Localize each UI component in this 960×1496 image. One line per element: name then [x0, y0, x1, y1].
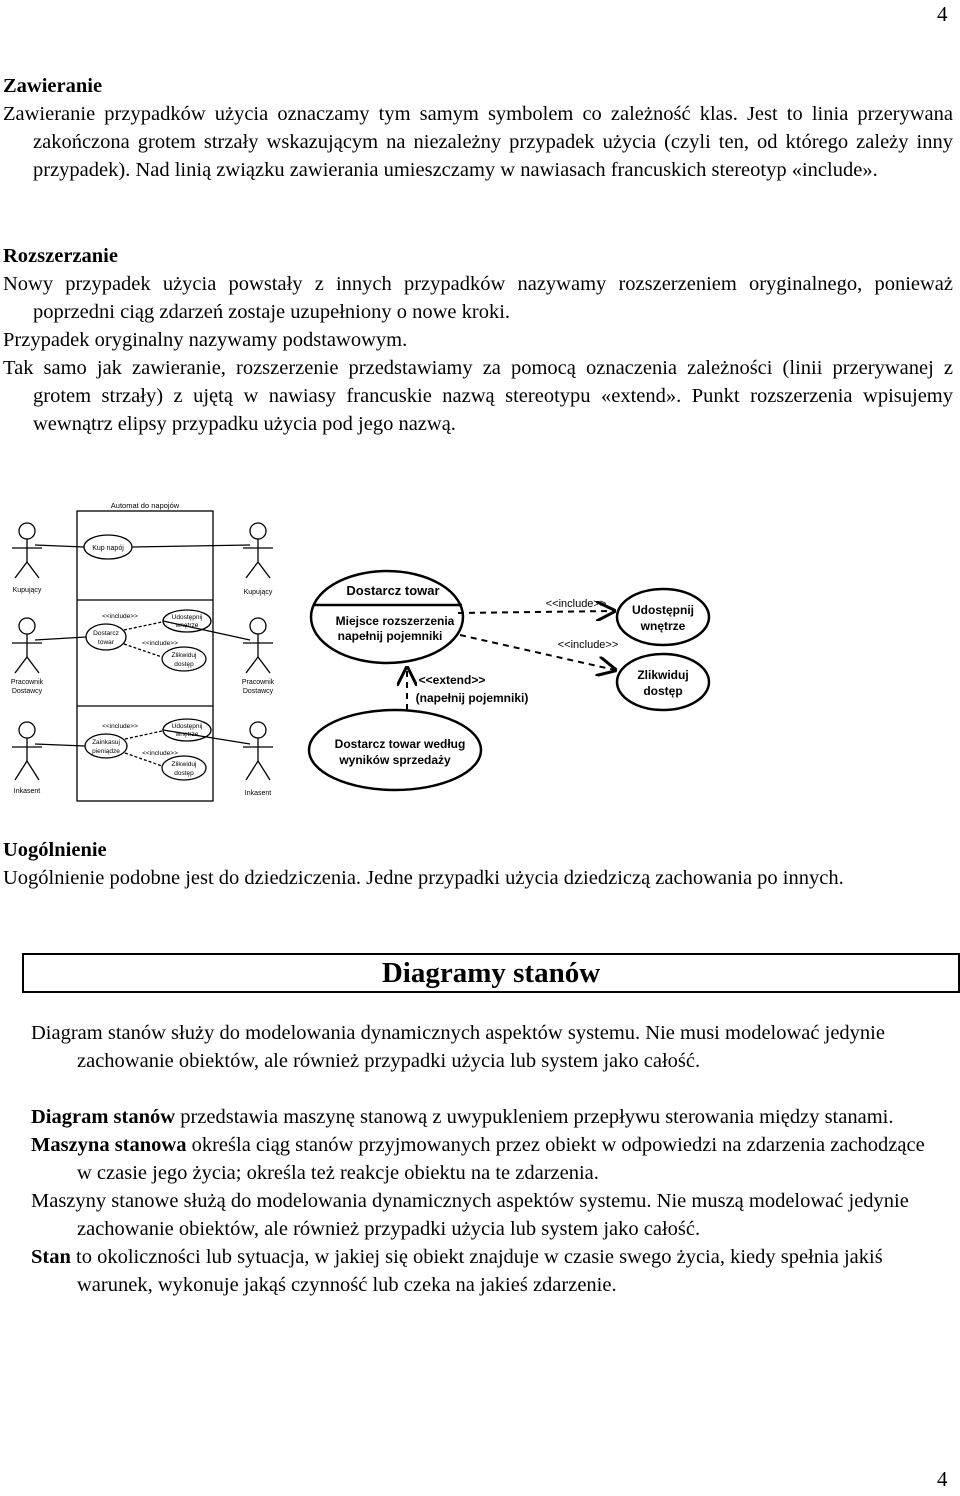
zlikwiduj-l1: Zlikwiduj: [637, 668, 689, 682]
chapter-title-box: [22, 953, 960, 993]
uc-zlikwiduj-1-l1: Zlikwiduj: [171, 652, 197, 659]
actor-label-4: Pracownik: [241, 679, 275, 686]
actor-inkasent-right: [243, 722, 273, 780]
udostepnij-l1: Udostępnij: [632, 603, 694, 617]
include-label-3: <<include>>: [102, 723, 138, 730]
ext-uc-l2: wyników sprzedaży: [339, 753, 451, 767]
paragraph-diagramy-1: Diagram stanów służy do modelowania dynamicznych aspektów systemu. Nie musi modelować jedynie zachowanie obiektów, ale również przypadki użycia lub system jako całość.: [31, 1022, 885, 1072]
uc-zlikwiduj-2-l1: Zlikwiduj: [171, 761, 197, 768]
uc-zlikwiduj-1-l2: dostęp: [174, 661, 194, 668]
paragraph-zawieranie: Zawieranie przypadków użycia oznaczamy tym samym symbolem co zależność klas. Jest to linia przerywana zakończona grotem strzały wskazującym na niezależny przypadek użycia (czyli ten, od którego zależy inny przypadek). Nad linią związku zawierania umieszczamy w nawiasach francuskich stereotyp «include».: [3, 103, 953, 181]
actor-pracownik-right: [243, 618, 273, 673]
uc-zainkasuj-l2: pieniądze: [92, 748, 120, 755]
term-maszyna-stanowa: Maszyna stanowa: [31, 1134, 187, 1156]
uc-dostarcz-l1: Dostarcz: [93, 630, 119, 637]
heading-rozszerzanie: Rozszerzanie: [3, 245, 118, 267]
include-label-top: <<include>>: [545, 598, 607, 610]
extend-label: <<extend>>: [418, 673, 486, 687]
paragraph-diagramy-5-text: to okoliczności lub sytuacja, w jakiej się obiekt znajduje w czasie swego życia, kiedy spełnia jakiś warunek, wykonuje jakąś czynność lub czeka na jakieś zdarzenie.: [70, 1246, 883, 1296]
include-label-4: <<include>>: [142, 750, 178, 757]
chapter-title: Diagramy stanów: [381, 956, 601, 989]
uc-kup-napoj-label: Kup napój: [92, 545, 124, 552]
paragraph-rozszerzanie-1: Nowy przypadek użycia powstały z innych przypadków nazywamy rozszerzeniem oryginalnego, ponieważ poprzedni ciąg zdarzeń zostaje uzupełniony o nowe kroki.: [3, 273, 953, 323]
base-uc-name: Dostarcz towar: [346, 583, 440, 598]
uc-udostepnij-2-l2: wnętrze: [175, 731, 199, 738]
heading-uogolnienie: Uogólnienie: [3, 839, 107, 861]
section-diagramy: [31, 1019, 936, 1299]
use-case-diagram-vending: [0, 500, 290, 810]
include-label-bottom: <<include>>: [557, 639, 619, 651]
system-title: Automat do napojów: [110, 501, 180, 510]
paragraph-diagramy-2-text: przedstawia maszynę stanową z uwypukleniem przepływu sterowania między stanami.: [175, 1106, 894, 1128]
udostepnij-l2: wnętrze: [640, 619, 686, 633]
paragraph-diagramy-4: Maszyny stanowe służą do modelowania dynamicznych aspektów systemu. Nie muszą modelować jedynie zachowanie obiektów, ale również przypadki użycia lub system jako całość.: [31, 1190, 909, 1240]
paragraph-rozszerzanie-2: Przypadek oryginalny nazywamy podstawowym.: [3, 329, 408, 351]
zlikwiduj-l2: dostęp: [643, 684, 683, 698]
section-rozszerzanie: [3, 242, 953, 438]
uc-zainkasuj-l1: Zainkasuj: [92, 739, 120, 746]
uc-dostarcz-towar: [86, 624, 126, 650]
actor-label-6: Inkasent: [244, 790, 272, 797]
section-zawieranie: [3, 72, 953, 184]
paragraph-diagramy-5: [31, 1243, 936, 1299]
include-label-1: <<include>>: [102, 613, 138, 620]
actor-label-2: Kupujący: [243, 589, 273, 596]
actor-label-3b: Dostawcy: [11, 688, 43, 695]
paragraph-diagramy-3: [31, 1131, 936, 1187]
uc-udostepnij-2-l1: Udostępnij: [171, 723, 203, 730]
term-stan: Stan: [31, 1246, 71, 1268]
uc-zlikwiduj-dostep: [617, 654, 709, 710]
extension-point-l2: napełnij pojemniki: [337, 629, 443, 643]
actor-label-3: Pracownik: [10, 679, 44, 686]
uc-udostepnij-1-l2: wnętrze: [175, 622, 199, 629]
actor-pracownik-left: [12, 618, 42, 673]
term-diagram-stanow: Diagram stanów: [31, 1106, 176, 1128]
heading-zawieranie: Zawieranie: [3, 75, 103, 97]
actor-kupujacy-left: [12, 523, 42, 578]
actor-label-1: Kupujący: [12, 587, 42, 594]
page-number-bottom: 4: [937, 1467, 948, 1491]
paragraph-rozszerzanie-3: Tak samo jak zawieranie, rozszerzenie przedstawiamy za pomocą oznaczenia zależności (linii przerywanej z grotem strzały) z ujętą w nawiasy francuskie nazwą stereotypu «extend». Punkt rozszerzenia wpisujemy wewnątrz elipsy przypadku użycia pod jego nazwą.: [3, 357, 953, 435]
actor-label-4b: Dostawcy: [242, 688, 274, 695]
page-number-top: 4: [937, 2, 948, 26]
paragraph-uogolnienie: Uogólnienie podobne jest do dziedziczenia. Jedne przypadki użycia dziedziczą zachowania po innych.: [3, 867, 844, 889]
extension-point-l1: Miejsce rozszerzenia: [335, 614, 455, 628]
paragraph-diagramy-2: [31, 1103, 936, 1131]
actor-kupujacy-right: [243, 523, 273, 578]
actor-inkasent-left: [12, 722, 42, 780]
uc-udostepnij-1-l1: Udostępnij: [171, 614, 203, 621]
actor-label-5: Inkasent: [13, 788, 41, 795]
uc-dostarcz-l2: towar: [98, 639, 114, 646]
uc-udostepnij-wnetrze: [617, 589, 709, 645]
ext-uc-l1: Dostarcz towar według: [334, 737, 466, 751]
section-uogolnienie: [3, 836, 953, 892]
uc-zlikwiduj-2-l2: dostęp: [174, 770, 194, 777]
use-case-diagram-extend: [300, 565, 750, 805]
extend-point-label: (napełnij pojemniki): [415, 691, 529, 705]
paragraph-diagramy-3-text: określa ciąg stanów przyjmowanych przez obiekt w odpowiedzi na zdarzenia zachodzące w czasie jego życia; określa też reakcje obiektu na te zdarzenia.: [77, 1134, 925, 1184]
include-label-2: <<include>>: [142, 640, 178, 647]
